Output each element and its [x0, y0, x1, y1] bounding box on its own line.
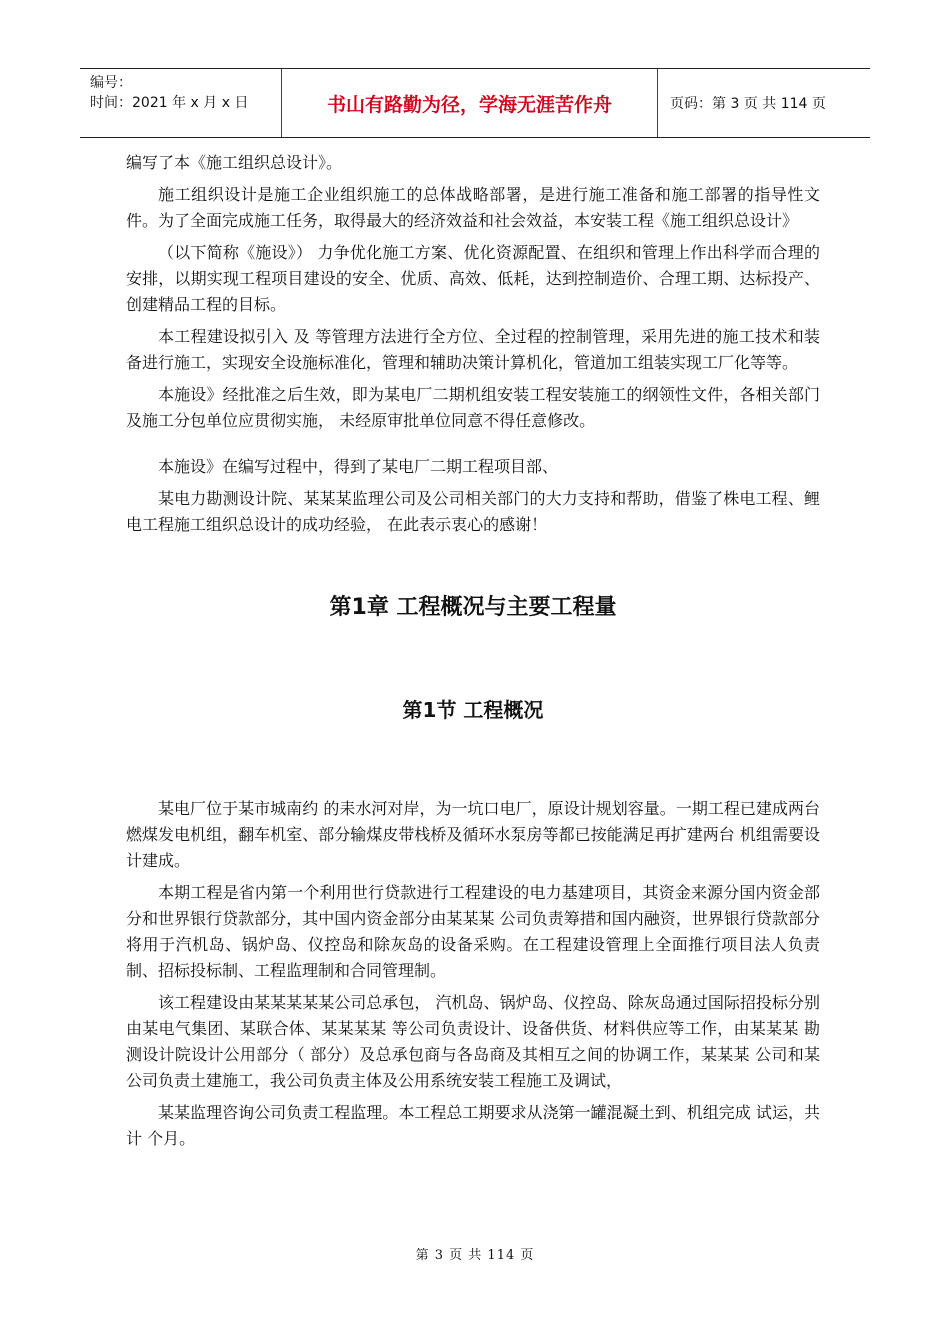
header-motto: 书山有路勤为径，学海无涯苦作舟 — [282, 69, 658, 137]
paragraph: 施工组织设计是施工企业组织施工的总体战略部署，是进行施工准备和施工部署的指导性文件。为了全面完成施工任务，取得最大的经济效益和社会效益，本安装工程《施工组织总设计》 — [126, 185, 820, 230]
paragraph: （以下简称《施设》） 力争优化施工方案、优化资源配置、在组织和管理上作出科学而合理的安排，以期实现工程项目建设的安全、优质、高效、低耗，达到控制造价、合理工期、达标投产、创建精品工程的目标。 — [126, 243, 820, 314]
document-date: 时间：2021 年 x 月 x 日 — [90, 95, 249, 111]
document-body — [126, 150, 820, 1158]
spacer — [126, 734, 820, 796]
chapter-title: 第1章 工程概况与主要工程量 — [329, 595, 617, 620]
paragraph: 某电厂位于某市城南约 的耒水河对岸，为一坑口电厂，原设计规划容量。一期工程已建成两台 燃煤发电机组，翻车机室、部分输煤皮带栈桥及循环水泵房等都已按能满足再扩建两台 机组需要设计建成。 — [126, 799, 820, 870]
paragraph: 本施设》经批准之后生效，即为某电厂二期机组安装工程安装施工的纲领性文件，各相关部门及施工分包单位应贯彻实施， 未经原审批单位同意不得任意修改。 — [126, 385, 820, 430]
paragraph: 本施设》在编写过程中，得到了某电厂二期工程项目部、 — [158, 457, 559, 476]
paragraph: 本工程建设拟引入 及 等管理方法进行全方位、全过程的控制管理，采用先进的施工技术和装备进行施工，实现安全设施标准化，管理和辅助决策计算机化，管道加工组装实现工厂化等等。 — [126, 327, 820, 372]
document-number-label: 编号： — [90, 75, 132, 91]
header-page-info: 页码：第 3 页 共 114 页 — [670, 96, 826, 112]
page-footer: 第 3 页 共 114 页 — [415, 1248, 535, 1263]
section-title: 第1节 工程概况 — [402, 698, 544, 722]
paragraph: 某某监理咨询公司负责工程监理。本工程总工期要求从浇第一罐混凝土到、机组完成 试运，共计 个月。 — [126, 1103, 820, 1148]
paragraph: 本期工程是省内第一个利用世行贷款进行工程建设的电力基建项目，其资金来源分国内资金部分和世界银行贷款部分，其中国内资金部分由某某某 公司负责筹措和国内融资，世界银行贷款部分将用于汽机岛、锅炉岛、仪控岛和除灰岛的设备采购。在工程建设管理上全面推行项目法人负责制、招标投标制、工程监理制和合同管理制。 — [126, 883, 820, 980]
header-meta — [80, 69, 282, 137]
paragraph: 该工程建设由某某某某某公司总承包， 汽机岛、锅炉岛、仪控岛、除灰岛通过国际招投标分别由某电气集团、某联合体、某某某某 等公司负责设计、设备供货、材料供应等工作，由某某某 勘测设计院设计公用部分（ 部分）及总承包商与各岛商及其相互之间的协调工作，某某某 公司和某公司负责土建施工，我公司负责主体及公用系统安装工程施工及调试， — [126, 993, 820, 1090]
page-header — [80, 68, 870, 138]
paragraph: 某电力勘测设计院、某某某监理公司及公司相关部门的大力支持和帮助，借鉴了株电工程、鲤电工程施工组织总设计的成功经验， 在此表示衷心的感谢！ — [126, 489, 820, 534]
paragraph: 编写了本《施工组织总设计》。 — [126, 153, 343, 172]
